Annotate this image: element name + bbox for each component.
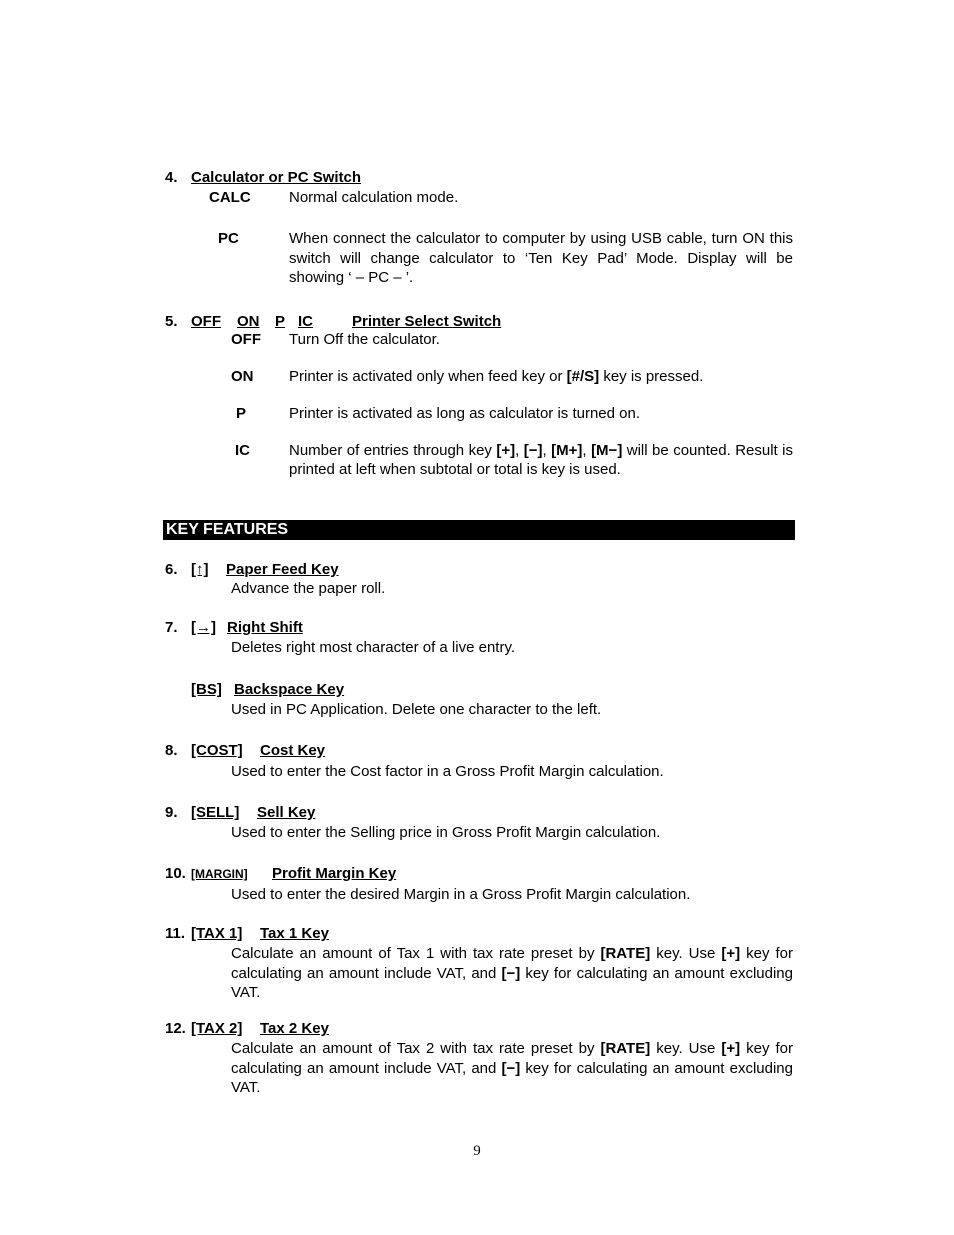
section-11-title: Tax 1 Key: [260, 925, 329, 942]
section-7-description: Deletes right most character of a live entry.: [231, 639, 516, 656]
right-shift-key-symbol: [→]: [191, 619, 216, 636]
ic-label: IC: [235, 442, 250, 459]
section-8-description: Used to enter the Cost factor in a Gross Profit Margin calculation.: [231, 763, 664, 780]
switch-p-label: P: [275, 313, 286, 330]
key-features-heading-bar: [163, 520, 795, 540]
switch-off-label: OFF: [191, 313, 221, 330]
section-7-number: 7.: [165, 619, 178, 636]
section-10-description: Used to enter the desired Margin in a Gross Profit Margin calculation.: [231, 886, 691, 903]
margin-key-symbol: [MARGIN]: [191, 867, 248, 881]
section-12-number: 12.: [165, 1020, 186, 1037]
feed-key-ref: [#/S]: [566, 368, 600, 385]
section-6-title: Paper Feed Key: [226, 561, 339, 578]
pc-description: When connect the calculator to computer by using USB cable, turn ON this switch will change calculator to ‘Ten Key Pad’ Mode. Display will be showing ‘ – PC – ’.: [289, 230, 793, 286]
paper-feed-key-symbol: [↑]: [191, 561, 209, 578]
section-7-title: Right Shift: [227, 619, 303, 636]
p-description: Printer is activated as long as calculator is turned on.: [289, 405, 641, 422]
ic-description: Number of entries through key [+], [−], [M+], [M−] will be counted. Result is printed at left when subtotal or total is key is used.: [289, 442, 794, 478]
backspace-title: Backspace Key: [234, 681, 345, 698]
pc-label: PC: [218, 230, 239, 247]
off-description: Turn Off the calculator.: [289, 331, 440, 348]
key-features-heading: KEY FEATURES: [166, 521, 289, 538]
calc-label: CALC: [209, 189, 251, 206]
section-5-title: Printer Select Switch: [352, 313, 502, 330]
switch-ic-label: IC: [298, 313, 313, 330]
section-8-title: Cost Key: [260, 742, 326, 759]
p-label: P: [236, 405, 247, 422]
section-6-description: Advance the paper roll.: [231, 580, 386, 597]
cost-key-symbol: [COST]: [191, 742, 243, 759]
section-12-description: Calculate an amount of Tax 2 with tax rate preset by [RATE] key. Use [+] key for calculating an amount include VAT, and [−] key for calculating an amount excluding VAT.: [231, 1040, 793, 1096]
section-5-number: 5.: [165, 313, 178, 330]
sell-key-symbol: [SELL]: [191, 804, 240, 821]
section-10-title: Profit Margin Key: [272, 865, 397, 882]
tax1-key-symbol: [TAX 1]: [191, 925, 243, 942]
section-9-number: 9.: [165, 804, 178, 821]
section-9-title: Sell Key: [257, 804, 316, 821]
page-number: 9: [473, 1143, 481, 1159]
section-11-number: 11.: [165, 925, 186, 942]
on-label: ON: [231, 368, 254, 385]
calc-description: Normal calculation mode.: [289, 189, 459, 206]
backspace-description: Used in PC Application. Delete one character to the left.: [231, 701, 602, 718]
section-9-description: Used to enter the Selling price in Gross Profit Margin calculation.: [231, 824, 661, 841]
section-4-title: Calculator or PC Switch: [191, 169, 362, 186]
off-label: OFF: [231, 331, 261, 348]
section-12-title: Tax 2 Key: [260, 1020, 329, 1037]
on-description: Printer is activated only when feed key or [#/S] key is pressed.: [289, 368, 704, 385]
section-6-number: 6.: [165, 561, 178, 578]
section-10-number: 10.: [165, 865, 186, 882]
section-11-description: Calculate an amount of Tax 1 with tax rate preset by [RATE] key. Use [+] key for calculating an amount include VAT, and [−] key for calculating an amount excluding VAT.: [231, 945, 793, 1001]
section-8-number: 8.: [165, 742, 178, 759]
switch-on-label: ON: [237, 313, 260, 330]
tax2-key-symbol: [TAX 2]: [191, 1020, 243, 1037]
section-4-number: 4.: [165, 169, 178, 186]
backspace-key-symbol: [BS]: [191, 681, 222, 698]
